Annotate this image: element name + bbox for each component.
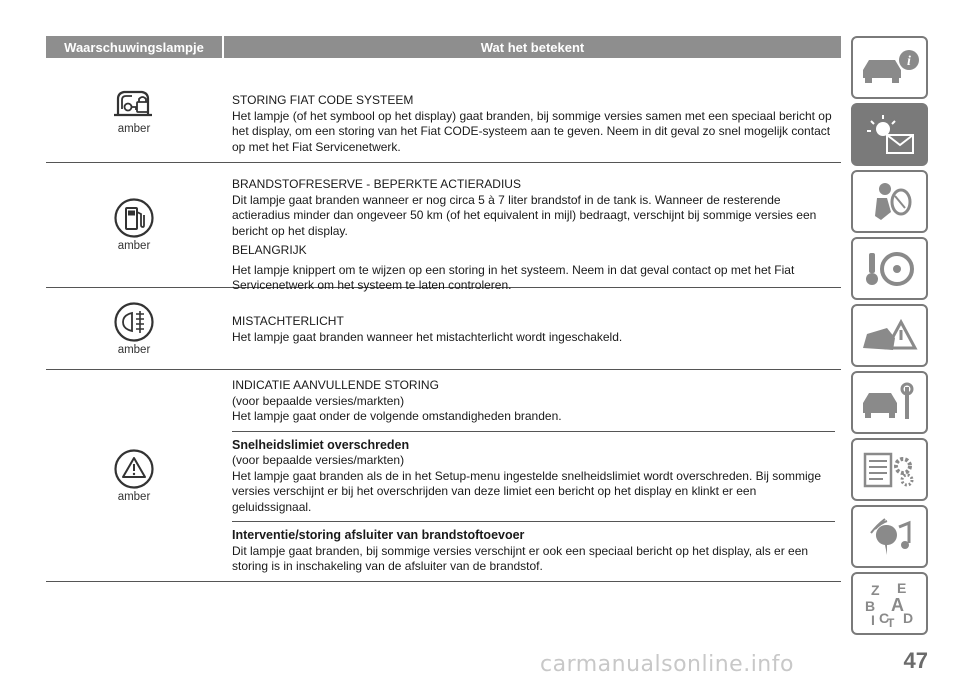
icon-cell bbox=[46, 58, 222, 162]
row-title: BRANDSTOFRESERVE - BEPERKTE ACTIERADIUS bbox=[232, 177, 521, 191]
subsection-speed-limit bbox=[232, 431, 835, 516]
accident-warning-icon bbox=[857, 314, 923, 358]
icon-color-label: amber bbox=[117, 343, 151, 356]
subsection-title: Snelheidslimiet overschreden bbox=[232, 437, 410, 452]
multimedia-map-icon bbox=[857, 515, 923, 559]
row-title: MISTACHTERLICHT bbox=[232, 314, 344, 328]
header-meaning: Wat het betekent bbox=[222, 36, 841, 58]
meaning-cell bbox=[222, 163, 841, 292]
index-letter: E bbox=[896, 579, 906, 596]
seat-airbag-icon bbox=[857, 180, 923, 224]
meaning-cell bbox=[222, 58, 841, 162]
fiat-code-key-lock-icon bbox=[112, 85, 156, 121]
subsection-note: (voor bepaalde versies/markten) bbox=[232, 453, 405, 467]
index-letter: C bbox=[878, 609, 889, 626]
icon-cell bbox=[46, 288, 222, 369]
icon-color-label: amber bbox=[117, 123, 151, 135]
car-service-icon bbox=[857, 381, 923, 425]
table-row bbox=[46, 370, 841, 582]
chapter-sidebar bbox=[851, 36, 928, 639]
chapter-tab-safety[interactable] bbox=[851, 170, 928, 233]
chapter-tab-warning-lights[interactable] bbox=[851, 103, 928, 166]
watermark: carmanualsonline.info bbox=[540, 652, 794, 677]
row-text: Het lampje (of het symbool op het display) gaat branden, bij sommige versies samen met een speciaal bericht op het display, om een storing van het Fiat CODE-systeem aan te geven. Neem in dit geval zo snel mogelijk contact op met het Fiat Servicenetwerk. bbox=[232, 108, 832, 154]
index-letter: D bbox=[902, 609, 913, 626]
table-row bbox=[46, 288, 841, 370]
page-number: 47 bbox=[903, 648, 928, 673]
warning-light-message-icon bbox=[857, 113, 923, 157]
car-info-icon bbox=[857, 46, 923, 90]
row-text: Het lampje gaat onder de volgende omstandigheden branden. bbox=[232, 409, 562, 423]
subsection-fuel-cutoff bbox=[232, 521, 835, 575]
icon-cell bbox=[46, 163, 222, 287]
row-title-important: BELANGRIJK bbox=[232, 243, 307, 257]
index-letter: A bbox=[890, 594, 904, 615]
index-letter: B bbox=[864, 597, 875, 614]
svg-text:i: i bbox=[906, 53, 911, 69]
index-letter: I bbox=[870, 611, 875, 628]
warning-triangle-icon bbox=[114, 449, 154, 489]
chapter-tab-specifications[interactable] bbox=[851, 438, 928, 501]
header-warning-light: Waarschuwingslampje bbox=[64, 39, 204, 55]
icon-color-label: amber bbox=[117, 490, 151, 503]
chapter-tab-index[interactable] bbox=[851, 572, 928, 635]
subsection-text: Dit lampje gaat branden, bij sommige versies verschijnt er ook een speciaal bericht op het display, als er een storing is in inschakeling van de afsluiter van de brandstof. bbox=[232, 543, 809, 573]
row-text: Het lampje gaat branden wanneer het mistachterlicht wordt ingeschakeld. bbox=[232, 329, 623, 344]
subsection-text: Het lampje gaat branden als de in het Setup-menu ingestelde snelheidslimiet wordt overschreden. Bij sommige versies verschijnt er bij het overschrijden van deze limiet een bericht op het display en klinkt er een geluidssignaal. bbox=[232, 468, 821, 514]
key-steering-wheel-icon bbox=[857, 247, 923, 291]
meaning-cell bbox=[222, 370, 841, 581]
meaning-cell bbox=[222, 288, 841, 369]
specifications-gear-icon bbox=[857, 448, 923, 492]
table-header bbox=[46, 36, 841, 58]
row-text: Dit lampje gaat branden wanneer er nog circa 5 à 7 liter brandstof in de tank is. Wanneer de resterende actieradius minder dan ongeveer 50 km (of het equivalent in mijl) bedraagt, verschijnt bij sommige versies een bericht op het display. bbox=[232, 192, 817, 238]
table-row bbox=[46, 58, 841, 163]
alphabetical-index-icon bbox=[857, 579, 923, 629]
table-row bbox=[46, 163, 841, 292]
chapter-tab-multimedia[interactable] bbox=[851, 505, 928, 568]
index-letter: T bbox=[886, 615, 894, 629]
row-note: (voor bepaalde versies/markten) bbox=[232, 393, 405, 408]
fuel-pump-icon bbox=[114, 198, 154, 238]
row-title: STORING FIAT CODE SYSTEEM bbox=[232, 93, 414, 107]
warning-lights-table bbox=[46, 36, 841, 582]
chapter-tab-starting-driving[interactable] bbox=[851, 237, 928, 300]
row-text-important: Het lampje knippert om te wijzen op een storing in het systeem. Neem in dat geval contact op met het Fiat Servicenetwerk om het systeem te laten controleren. bbox=[232, 262, 795, 292]
chapter-tab-maintenance[interactable] bbox=[851, 371, 928, 434]
icon-cell bbox=[46, 370, 222, 581]
chapter-tab-car-info[interactable] bbox=[851, 36, 928, 99]
rear-fog-light-icon bbox=[114, 302, 154, 342]
subsection-title: Interventie/storing afsluiter van brandstoftoevoer bbox=[232, 528, 525, 542]
chapter-tab-emergency[interactable] bbox=[851, 304, 928, 367]
row-title: INDICATIE AANVULLENDE STORING bbox=[232, 378, 439, 392]
index-letter: Z bbox=[870, 581, 880, 598]
icon-color-label: amber bbox=[117, 240, 151, 252]
